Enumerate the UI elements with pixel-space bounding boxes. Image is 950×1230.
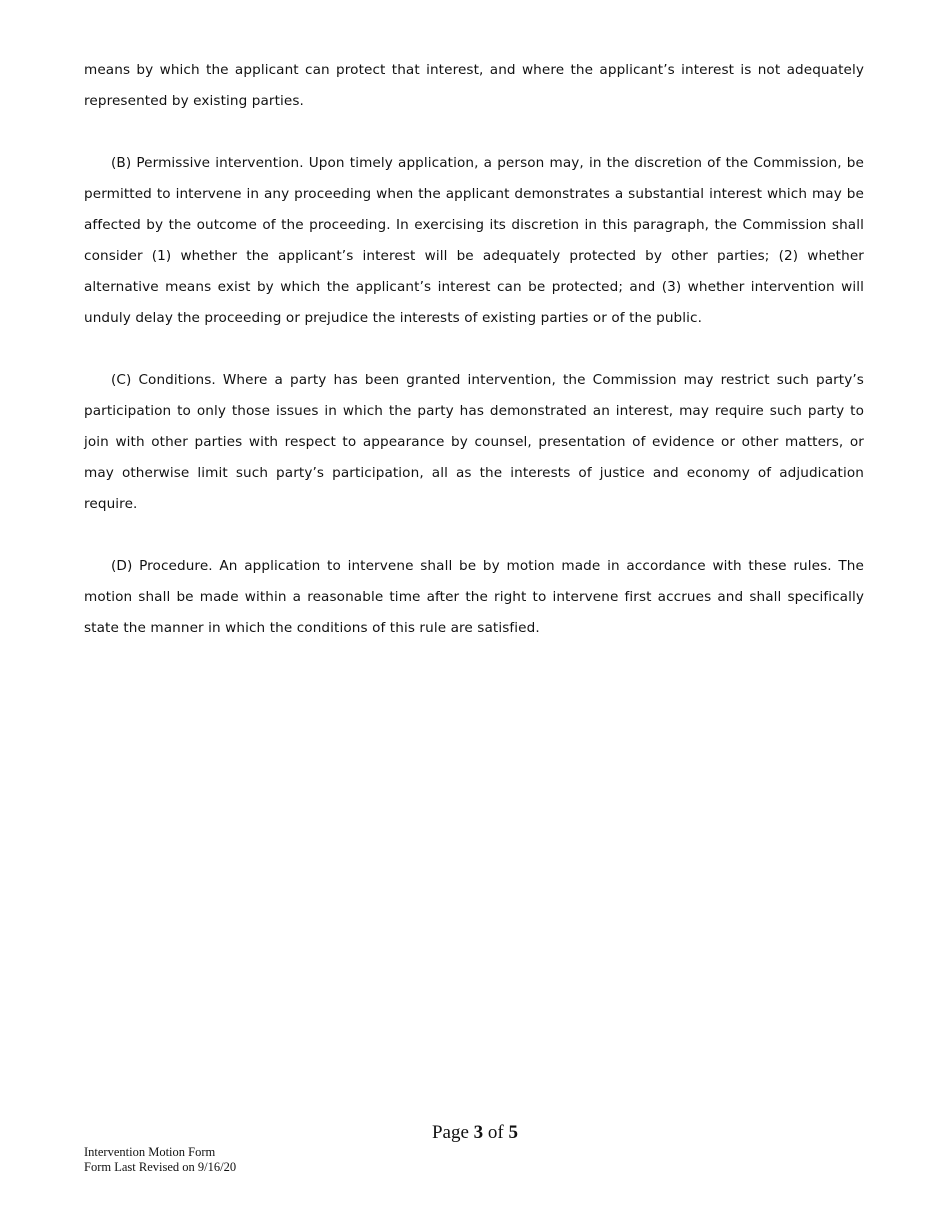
form-name: Intervention Motion Form <box>84 1145 216 1159</box>
form-revised-date: Form Last Revised on 9/16/20 <box>84 1159 237 1174</box>
page-word: Page <box>431 1122 469 1143</box>
paragraph-continuation: means by which the applicant can protect that interest, and where the applicant’s interest is not adequately represented by existing parties. <box>84 62 864 109</box>
form-meta <box>84 1145 236 1174</box>
page-current: 3 <box>473 1122 484 1143</box>
page-total: 5 <box>508 1122 518 1143</box>
document-body <box>84 55 864 675</box>
page-number <box>0 1122 950 1144</box>
paragraph-procedure: (D) Procedure. An application to intervene shall be by motion made in accordance with these rules. The motion shall be made within a reasonable time after the right to intervene first accrues and shall specifically state the manner in which the conditions of this rule are satisfied. <box>84 558 864 636</box>
paragraph-permissive-intervention: (B) Permissive intervention. Upon timely application, a person may, in the discretion of the Commission, be permitted to intervene in any proceeding when the applicant demonstrates a substantial interest which may be affected by the outcome of the proceeding. In exercising its discretion in this paragraph, the Commission shall consider (1) whether the applicant’s interest will be adequately protected by other parties; (2) whether alternative means exist by which the applicant’s interest can be protected; and (3) whether intervention will unduly delay the proceeding or prejudice the interests of existing parties or of the public. <box>84 155 864 326</box>
of-word: of <box>487 1122 504 1143</box>
paragraph-conditions: (C) Conditions. Where a party has been granted intervention, the Commission may restrict such party’s participation to only those issues in which the party has demonstrated an interest, may require such party to join with other parties with respect to appearance by counsel, presentation of evidence or other matters, or may otherwise limit such party’s participation, all as the interests of justice and economy of adjudication require. <box>84 372 864 512</box>
